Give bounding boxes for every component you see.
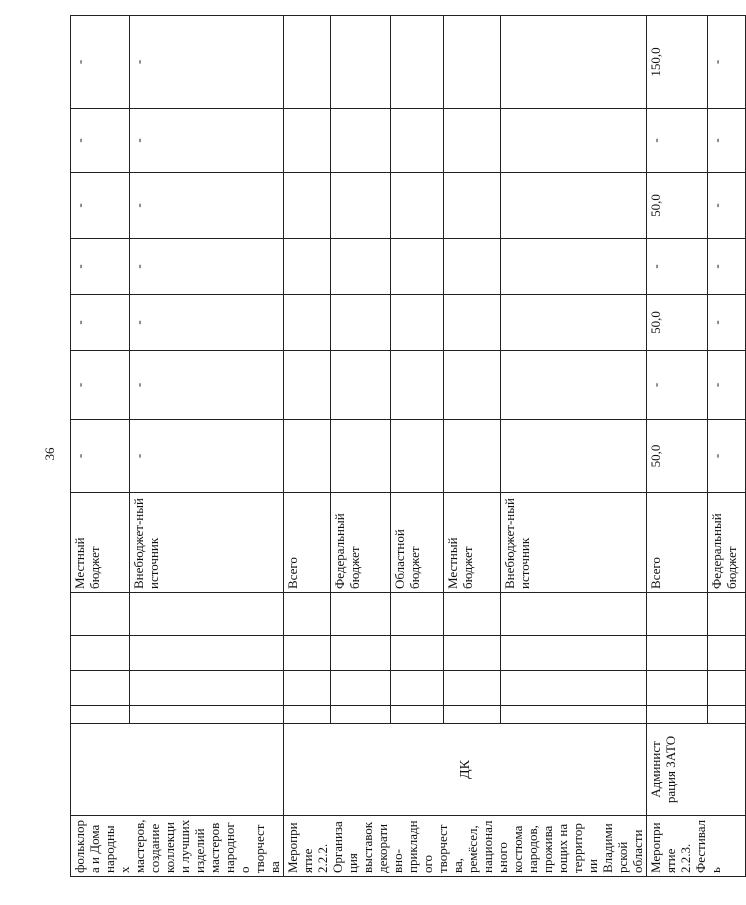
blank-cell: [708, 636, 746, 671]
value-cell: [284, 420, 331, 493]
blank-cell: [71, 593, 130, 636]
value-cell: -: [71, 420, 130, 493]
value-cell: -: [71, 351, 130, 420]
value-cell: [500, 109, 646, 173]
value-cell: -: [708, 295, 746, 351]
executor-cell: Админист рация ЗАТО: [647, 724, 746, 816]
blank-cell: [71, 671, 130, 706]
value-cell: [331, 420, 391, 493]
funding-source-cell: Внебюджет-ный источник: [500, 493, 646, 593]
value-cell: [390, 351, 443, 420]
value-cell: 50,0: [647, 295, 708, 351]
rotated-page: [70, 15, 739, 877]
value-cell: [331, 16, 391, 109]
blank-cell: [444, 671, 501, 706]
value-cell: [500, 295, 646, 351]
value-cell: -: [647, 239, 708, 295]
blank-cell: [500, 636, 646, 671]
value-cell: [331, 351, 391, 420]
value-cell: [444, 295, 501, 351]
value-cell: 150,0: [647, 16, 708, 109]
value-cell: [390, 16, 443, 109]
value-cell: [500, 173, 646, 239]
value-cell: [284, 295, 331, 351]
funding-source-cell: Внебюджет-ный источник: [130, 493, 284, 593]
value-cell: [331, 295, 391, 351]
value-cell: [390, 295, 443, 351]
value-cell: [284, 173, 331, 239]
blank-cell: [130, 636, 284, 671]
blank-cell: [390, 593, 443, 636]
value-cell: -: [71, 16, 130, 109]
value-cell: [331, 109, 391, 173]
blank-cell: [390, 636, 443, 671]
blank-cell: [331, 671, 391, 706]
value-cell: -: [130, 420, 284, 493]
value-cell: [284, 16, 331, 109]
value-cell: [331, 239, 391, 295]
funding-source-cell: Местный бюджет: [71, 493, 130, 593]
blank-cell: [390, 671, 443, 706]
value-cell: [390, 109, 443, 173]
blank-cell: [284, 636, 331, 671]
value-cell: -: [647, 109, 708, 173]
value-cell: [284, 109, 331, 173]
value-cell: [444, 239, 501, 295]
funding-source-cell: Всего: [647, 493, 708, 593]
blank-cell: [284, 671, 331, 706]
blank-cell: [331, 636, 391, 671]
value-cell: [500, 351, 646, 420]
value-cell: -: [71, 109, 130, 173]
blank-cell: [500, 593, 646, 636]
blank-cell: [647, 636, 708, 671]
event-cell: фольклора и Дома народных мастеров, создание коллекции лучших изделий мастеров народного творчества: [71, 816, 284, 877]
value-cell: [444, 109, 501, 173]
blank-cell: [284, 593, 331, 636]
funding-source-cell: Федеральный бюджет: [708, 493, 746, 593]
value-cell: [444, 16, 501, 109]
blank-cell: [130, 593, 284, 636]
value-cell: [284, 351, 331, 420]
value-cell: -: [71, 239, 130, 295]
blank-cell: [647, 706, 708, 724]
blank-cell: [444, 636, 501, 671]
budget-table: [70, 15, 746, 877]
value-cell: -: [708, 420, 746, 493]
value-cell: [284, 239, 331, 295]
blank-cell: [71, 636, 130, 671]
value-cell: -: [71, 173, 130, 239]
blank-cell: [708, 593, 746, 636]
funding-source-cell: Федеральный бюджет: [331, 493, 391, 593]
funding-source-cell: Всего: [284, 493, 331, 593]
value-cell: -: [130, 109, 284, 173]
table-row: [71, 16, 130, 877]
blank-cell: [71, 706, 130, 724]
value-cell: -: [130, 239, 284, 295]
value-cell: -: [130, 16, 284, 109]
blank-cell: [331, 593, 391, 636]
value-cell: [444, 420, 501, 493]
blank-cell: [500, 706, 646, 724]
executor-cell: [71, 724, 284, 816]
value-cell: -: [130, 295, 284, 351]
value-cell: [500, 239, 646, 295]
value-cell: [390, 239, 443, 295]
value-cell: -: [130, 351, 284, 420]
value-cell: 50,0: [647, 173, 708, 239]
blank-cell: [708, 706, 746, 724]
executor-cell: ДК: [284, 724, 647, 816]
value-cell: [331, 173, 391, 239]
value-cell: -: [71, 295, 130, 351]
blank-cell: [331, 706, 391, 724]
value-cell: -: [647, 351, 708, 420]
value-cell: -: [708, 109, 746, 173]
blank-cell: [130, 706, 284, 724]
table-row: [647, 16, 708, 877]
blank-cell: [284, 706, 331, 724]
value-cell: [444, 173, 501, 239]
value-cell: -: [708, 239, 746, 295]
value-cell: [500, 420, 646, 493]
funding-source-cell: Местный бюджет: [444, 493, 501, 593]
blank-cell: [500, 671, 646, 706]
value-cell: [390, 420, 443, 493]
value-cell: [500, 16, 646, 109]
value-cell: -: [708, 351, 746, 420]
value-cell: [390, 173, 443, 239]
blank-cell: [390, 706, 443, 724]
blank-cell: [444, 706, 501, 724]
page-number: 36: [42, 447, 57, 461]
value-cell: 50,0: [647, 420, 708, 493]
blank-cell: [130, 671, 284, 706]
table-row: [284, 16, 331, 877]
value-cell: -: [708, 173, 746, 239]
event-cell: Мероприятие 2.2.3. Фестиваль: [647, 816, 746, 877]
value-cell: -: [708, 16, 746, 109]
blank-cell: [444, 593, 501, 636]
blank-cell: [647, 671, 708, 706]
funding-source-cell: Областной бюджет: [390, 493, 443, 593]
event-cell: Мероприятие 2.2.2. Организация выставок декоративно-прикладного творчества, ремёсел, национального костюма народов, проживающих на территории Владимирской области: [284, 816, 647, 877]
value-cell: [444, 351, 501, 420]
blank-cell: [647, 593, 708, 636]
value-cell: -: [130, 173, 284, 239]
blank-cell: [708, 671, 746, 706]
